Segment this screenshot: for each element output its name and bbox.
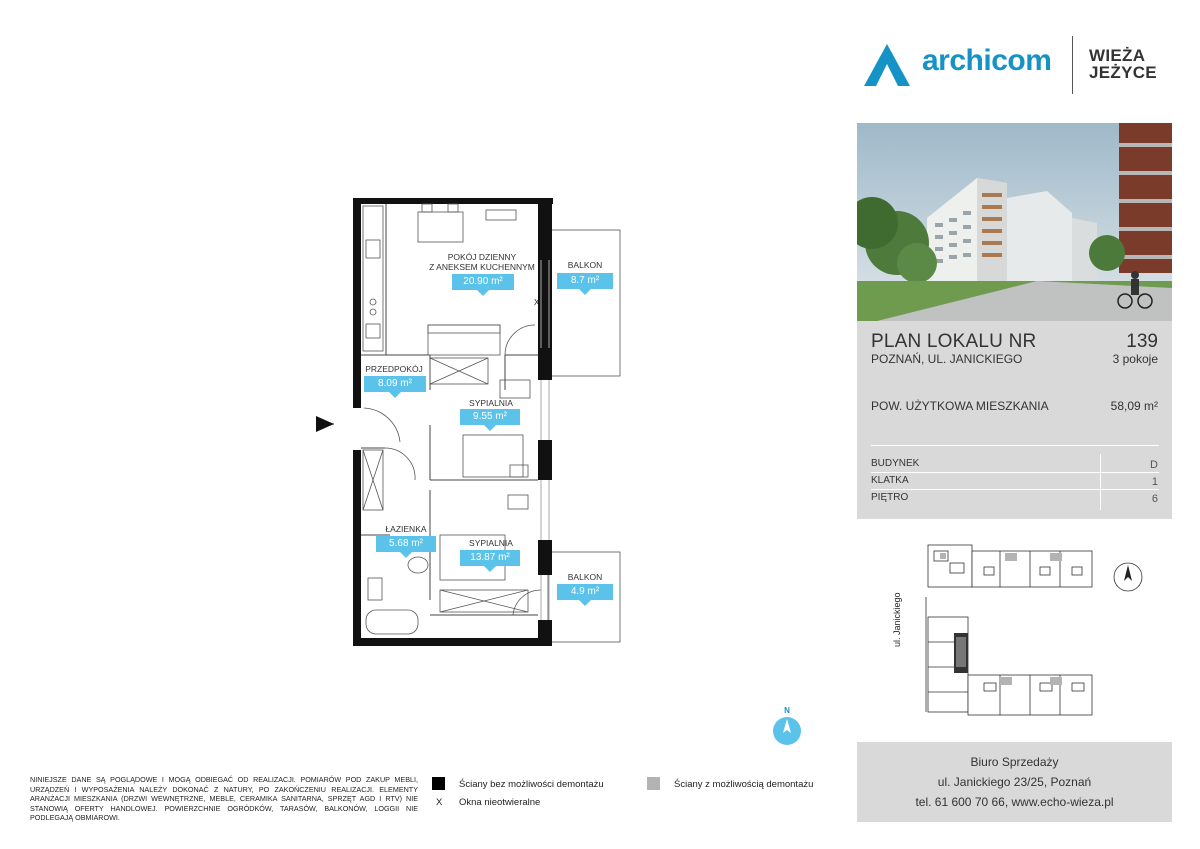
room-count: 3 pokoje [1112,352,1158,366]
sales-title: Biuro Sprzedaży [970,755,1059,769]
room-balcony-label: BALKON [567,260,603,270]
room-balcony2-label: BALKON [567,572,603,582]
compass-letter: N [784,706,790,715]
sales-address: ul. Janickiego 23/25, Poznań [937,775,1092,789]
info-divider [871,445,1159,446]
staircase-value: 1 [1151,476,1158,488]
apartment-address: POZNAŃ, UL. JANICKIEGO [871,352,1023,366]
room-hall-area: 8.09 m² [364,376,426,392]
room-balcony2-area: 4.9 m² [557,584,613,600]
room-balcony-area: 8.7 m² [557,273,613,289]
removable-walls-swatch [647,777,660,790]
removable-walls-label: Ściany z możliwością demontażu [674,779,814,790]
sales-office-box [857,742,1172,822]
plan-title: PLAN LOKALU NR [871,331,1037,352]
brand-name: archicom [922,44,1052,77]
building-label: BUDYNEK [871,458,920,469]
apartment-number: 139 [1126,331,1158,352]
street-label: ul. Janickiego [892,592,902,647]
logo-divider [1072,36,1073,94]
building-render-image [857,123,1172,321]
apartment-info-panel [857,321,1172,519]
project-name [1089,47,1157,81]
info-divider [871,472,1159,473]
room-bathroom-area: 5.68 m² [376,536,436,552]
room-bedroom1-area: 9.55 m² [460,409,520,425]
project-name-line1: WIEŻA [1089,46,1146,65]
info-divider [871,489,1159,490]
fixed-walls-swatch [432,777,445,790]
room-bathroom-label: ŁAZIENKA [385,524,427,534]
staircase-label: KLATKA [871,475,909,486]
non-opening-window-icon: X [436,797,443,808]
non-opening-window-mark: X [534,298,540,307]
site-map [892,537,1160,722]
info-vertical-divider [1100,454,1101,510]
room-living-area: 20.90 m² [452,274,514,290]
fixed-walls-label: Ściany bez możliwości demontażu [459,779,604,790]
disclaimer-text: NINIEJSZE DANE SĄ POGLĄDOWE I MOGĄ ODBIEGAĆ OD REALIZACJI. POMIARÓW POD ZAKUP MEBLI, URZĄDZEŃ I WYPOSAŻENIA NALEŻY DOKONAĆ Z NATURY, PO ZAKOŃCZENIU REALIZACJI. ELEMENTY ARANŻACJI MIESZKANIA (DRZWI WEWNĘTRZNE, MEBLE, CERAMIKA SANITARNA, SPRZĘT AGD I RTV) NIE STANOWIĄ OFERTY HANDLOWEJ. POWIERZCHNIE OGRÓDKÓW, TARASÓW, BALKONÓW, LOGGII NIE PODLEGAJĄ OBMIAROWI. [30,775,418,823]
project-name-line2: JEŻYCE [1089,63,1157,82]
usable-area-label: POW. UŻYTKOWA MIESZKANIA [871,399,1049,413]
floor-plan [300,190,630,660]
room-living-label: POKÓJ DZIENNY Z ANEKSEM KUCHENNYM [429,252,535,272]
room-hall-label: PRZEDPOKÓJ [365,364,423,374]
sales-contact: tel. 61 600 70 66, www.echo-wieza.pl [915,795,1114,809]
building-value: D [1150,459,1158,471]
non-opening-window-label: Okna nieotwieralne [459,797,541,808]
room-bedroom2-area: 13.87 m² [460,550,520,566]
room-bedroom2-label: SYPIALNIA [469,538,513,548]
compass-icon [772,706,802,746]
floor-label: PIĘTRO [871,492,909,503]
usable-area-value: 58,09 m² [1110,399,1158,413]
room-bedroom1-label: SYPIALNIA [469,398,513,408]
floor-value: 6 [1151,493,1158,505]
archicom-logo-icon [862,42,912,88]
